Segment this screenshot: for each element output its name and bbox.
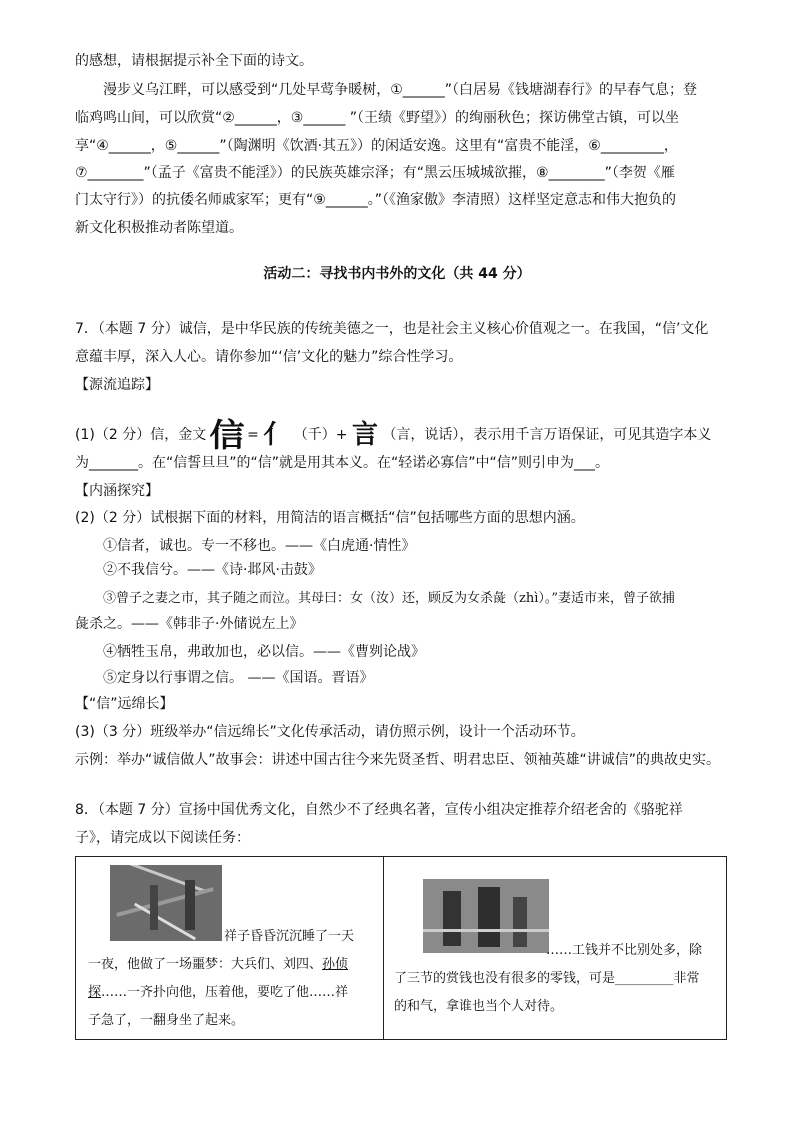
- q7-sub1-line2: 为_______。在“信誓旦旦”的“信”就是用其本义。在“轻诺必寡信”中“信”则引申为___。: [75, 455, 610, 471]
- section-heading-meaning: 【内涵探究】: [75, 483, 159, 499]
- material-3b: 彘杀之。——《韩非子·外储说左上》: [75, 616, 304, 632]
- left-cell-line1: 祥子昏昏沉沉睡了一天: [224, 929, 355, 944]
- material-1: ①信者，诚也。专一不移也。——《白虎通·情性》: [103, 538, 416, 554]
- equals-sign: =: [247, 427, 259, 443]
- left-cell-line2: [88, 951, 348, 979]
- q7-sub2: (2)（2 分）试根据下面的材料，用简洁的语言概括“信”包括哪些方面的思想内涵。: [75, 510, 585, 526]
- activity-title: 活动二：寻找书内书外的文化（共 44 分）: [263, 266, 531, 282]
- material-5: ⑤定身以行事谓之信。 ——《国语。晋语》: [103, 670, 374, 686]
- material-4: ④牺牲玉帛，弗敢加也，必以信。——《曹刿论战》: [103, 644, 425, 660]
- poem-line-1: 漫步义乌江畔，可以感受到“几处早莺争暖树，①______”（白居易《钱塘湖春行》的早春气息；登: [103, 82, 698, 98]
- table-divider: [383, 857, 384, 1039]
- yan-bronze-glyph: 言: [351, 420, 378, 450]
- q8-intro-1: 8．（本题 7 分）宣扬中国优秀文化，自然少不了经典名著，宣传小组决定推荐介绍老舍的《骆驼祥: [75, 802, 683, 818]
- q7-intro-2: 意蕴丰厚，深入人心。请你参加“‘信’文化的魅力”综合性学习。: [75, 349, 463, 365]
- left-cell-line2-text: 一夜，他做了一场噩梦：大兵们、刘四、: [88, 957, 323, 972]
- section-heading-origin: 【源流追踪】: [75, 377, 159, 393]
- illustration-rickshaw: [423, 879, 549, 953]
- poem-line-5: 门太守行》）的抗倭名师戚家军；更有“⑨______。”（《渔家傲》李清照）这样坚定意志和伟大抱负的: [75, 192, 677, 208]
- material-3a: ③曾子之妻之市，其子随之而泣。其母曰：女（汝）还，顾反为女杀彘（zhì）。”妻适市来，曾子欲捕: [103, 591, 676, 606]
- material-2: ②不我信兮。——《诗·邶风·击鼓》: [103, 562, 322, 578]
- left-cell-line3-text: ……一齐扑向他，压着他，要吃了他……祥: [101, 985, 349, 1000]
- reading-table: [75, 856, 727, 1040]
- poem-line-3: 享“④______，⑤______”（陶渊明《饮酒·其五》）的闲适安逸。这里有“富贵不能淫，⑥_________，: [75, 138, 678, 154]
- name-tan-underlined: 探: [88, 985, 102, 1000]
- q7-sub3: (3)（3 分）班级举办“信远绵长”文化传承活动，请仿照示例，设计一个活动环节。: [75, 724, 585, 740]
- section-heading-legacy: 【“信”远绵长】: [75, 696, 174, 712]
- left-cell-line4: 子急了，一翻身坐了起来。: [88, 1013, 245, 1028]
- q7-sub1-prefix: (1)（2 分）信，金文: [75, 427, 207, 443]
- q7-sub1-line1: [75, 416, 712, 454]
- left-cell-line3: [88, 979, 348, 1007]
- q7-intro-1: 7．（本题 7 分）诚信，是中华民族的传统美德之一，也是社会主义核心价值观之一。在我国，“信’文化: [75, 321, 709, 337]
- poem-line-4: ⑦________”（孟子《富贵不能淫》）的民族英雄宗泽；有“黑云压城城欲摧，⑧________”（李贺《雁: [75, 165, 675, 181]
- name-sun-underlined: 孙侦: [322, 957, 349, 972]
- illustration-nightmare: [110, 865, 222, 941]
- qian-label: （千）+: [293, 427, 348, 443]
- qian-bronze-glyph: 亻: [263, 420, 290, 450]
- right-cell-line3: 的和气，拿谁也当个人对待。: [394, 999, 564, 1014]
- right-cell-line2: 了三节的赏钱也没有很多的零钱，可是_________非常: [394, 971, 700, 986]
- right-cell-line1: ……工钱并不比别处多，除: [546, 943, 703, 958]
- xin-bronze-glyph: 信: [209, 416, 245, 454]
- q8-intro-2: 子》，请完成以下阅读任务：: [75, 830, 250, 846]
- q7-sub1-explain: （言，说话），表示用千言万语保证，可见其造字本义: [382, 427, 712, 443]
- intro-line: 的感想，请根据提示补全下面的诗文。: [75, 53, 313, 69]
- poem-line-2: 临鸡鸣山间，可以欣赏“②______，③______ ”（王绩《野望》）的绚丽秋色；探访佛堂古镇，可以坐: [75, 110, 680, 126]
- poem-line-6: 新文化积极推动者陈望道。: [75, 220, 243, 236]
- q7-example: 示例：举办“诚信做人”故事会：讲述中国古往今来先贤圣哲、明君忠臣、领袖英雄“讲诚信”的典故史实。: [75, 752, 721, 768]
